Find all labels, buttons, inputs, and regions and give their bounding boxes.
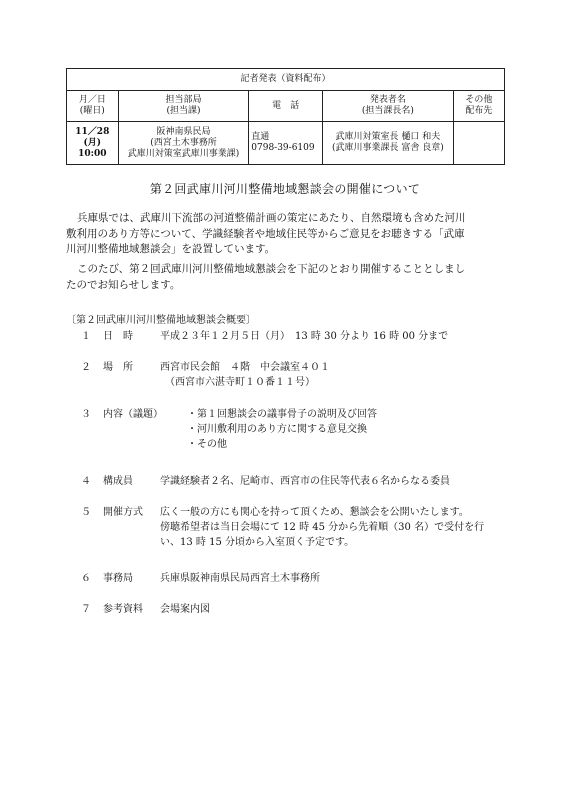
press-release-header-table	[66, 68, 505, 165]
item-4-line: 学識経験者２名、尼崎市、西宮市の住民等代表６名からなる委員	[160, 476, 450, 487]
intro-paragraph-1	[66, 211, 506, 258]
presenter-line2: (武庫川事業課長 富舎 良章)	[332, 143, 444, 153]
date-line2: (月)	[83, 137, 102, 148]
col-phone-line1: 電 話	[272, 100, 300, 111]
date-line1: 11／28	[75, 126, 110, 137]
item-3-value	[187, 407, 547, 452]
document-title: 第２回武庫川河川整備地域懇談会の開催について	[149, 182, 421, 196]
col-other-line1: その他	[465, 95, 493, 105]
col-date-header	[67, 91, 119, 122]
item-5-number: ５	[81, 507, 91, 518]
item-2-value	[160, 360, 520, 390]
item-5-line-3: い、13 時 15 分頃から入室頂く予定です。	[160, 537, 355, 548]
item-6-number: ６	[81, 573, 91, 584]
item-7-value	[160, 602, 520, 617]
item-1-number: １	[81, 331, 91, 342]
item-6-line: 兵庫県阪神南県民局西宮土木事務所	[160, 573, 320, 584]
item-7-line: 会場案内図	[160, 604, 210, 615]
item-3-label: 内容（議題）	[103, 409, 163, 420]
item-4-label: 構成員	[103, 476, 133, 487]
item-6-value	[160, 571, 520, 586]
dept-line2: (西宮土木事務所	[150, 137, 217, 148]
col-date-line1: 月／日	[78, 95, 106, 105]
col-dept-header	[118, 91, 249, 122]
col-presenter-header	[323, 91, 454, 122]
phone-line2: 0798-39-6109	[251, 143, 315, 153]
item-5-value	[160, 505, 520, 550]
col-dept-line1: 担当部局	[165, 95, 202, 105]
item-2-line-1: 西宮市民会館 ４階 中会議室４０１	[160, 362, 330, 373]
col-other-header	[453, 91, 504, 122]
item-4-number: ４	[81, 476, 91, 487]
item-7-number: ７	[81, 604, 91, 615]
overview-heading: 〔第２回武庫川河川整備地域懇談会概要〕	[66, 315, 256, 326]
intro-p1-line3: 川河川整備地域懇談会」を設置しています。	[66, 243, 276, 255]
item-6-label: 事務局	[103, 573, 133, 584]
intro-paragraph-2	[66, 262, 506, 293]
cell-department	[118, 122, 249, 165]
cell-other	[453, 122, 504, 165]
date-line3: 10:00	[78, 148, 107, 159]
item-1-line: 平成２３年１２月５日（月） 13 時 30 分より 16 時 00 分まで	[160, 331, 449, 342]
cell-phone	[249, 122, 323, 165]
dept-line3: 武庫川対策室武庫川事業課)	[127, 148, 240, 159]
cell-date	[67, 122, 119, 165]
col-other-line2: 配布先	[465, 106, 493, 116]
col-date-line2: (曜日)	[79, 106, 105, 116]
col-presenter-line1: 発表者名	[369, 95, 406, 105]
item-5-label: 開催方式	[103, 507, 143, 518]
item-1-value	[160, 329, 520, 344]
col-phone-header	[249, 91, 323, 122]
header-caption: 記者発表（資料配布）	[67, 69, 505, 91]
col-presenter-line2: (担当課長名)	[361, 106, 414, 116]
phone-line1: 直通	[251, 132, 270, 142]
item-4-value	[160, 474, 520, 489]
item-2-line-2: （西宮市六湛寺町１０番１１号）	[165, 377, 315, 388]
item-5-line-2: 傍聴希望者は当日会場にて 12 時 45 分から先着順（30 名）で受付を行	[160, 522, 485, 533]
intro-p2-line2: たのでお知らせします。	[66, 278, 181, 291]
presenter-line1: 武庫川対策室長 樋口 和夫	[335, 132, 441, 142]
item-3-line-1: ・第１回懇談会の議事骨子の説明及び回答	[187, 409, 377, 420]
dept-line1: 阪神南県民局	[156, 126, 211, 137]
item-3-line-2: ・河川敷利用のあり方に関する意見交換	[187, 424, 367, 435]
item-7-label: 参考資料	[103, 604, 143, 615]
cell-presenter	[323, 122, 454, 165]
item-5-line-1: 広く一般の方にも関心を持って頂くため、懇談会を公開いたします。	[160, 507, 469, 518]
item-2-number: ２	[81, 362, 91, 373]
intro-p1-line2: 敷利用のあり方等について、学識経験者や地域住民等からご意見をお聴きする「武庫	[66, 227, 465, 240]
intro-p1-line1: 兵庫県では、武庫川下流部の河道整備計画の策定にあたり、自然環境も含めた河川	[77, 212, 466, 224]
item-1-label: 日 時	[103, 331, 133, 342]
item-2-label: 場 所	[103, 362, 133, 373]
item-3-line-3: ・その他	[187, 439, 227, 450]
col-dept-line2: (担当課)	[166, 106, 201, 116]
item-3-number: ３	[81, 409, 91, 420]
intro-p2-line1: このたび、第２回武庫川河川整備地域懇談会を下記のとおり開催することとしまし	[77, 263, 466, 275]
